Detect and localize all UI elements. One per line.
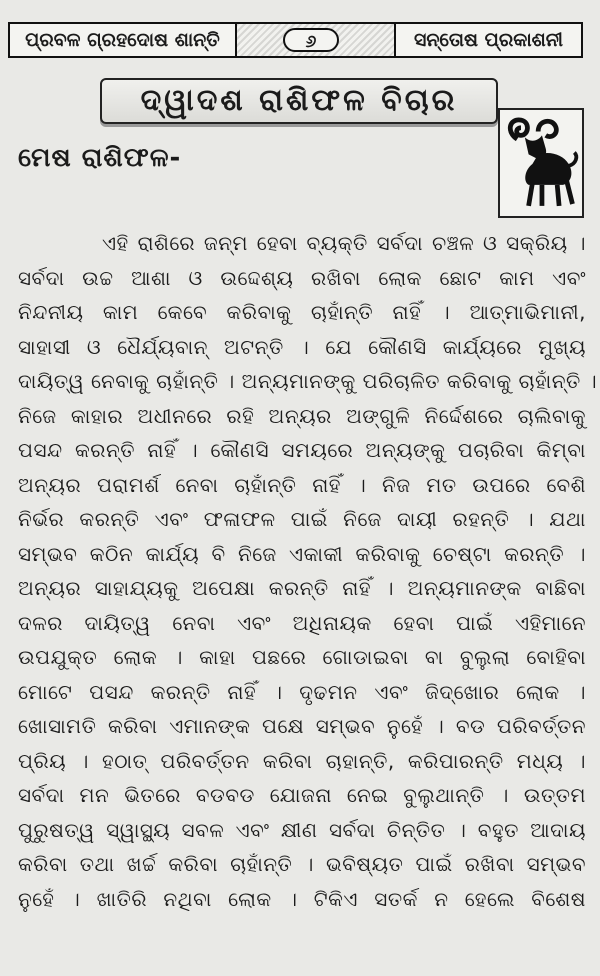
book-title: ପ୍ରବଳ ଗ୍ରହଦୋଷ ଶାନ୍ତି [10, 24, 237, 56]
aries-ram-icon [498, 108, 584, 218]
text-line: ସର୍ବଦା ମନ ଭିତରେ ବଡବଡ ଯୋଜନା ନେଇ ବୁଲୁଥାନ୍ତି । ଉତ୍ତମ [18, 783, 586, 807]
publisher-name: ସନ୍ତୋଷ ପ୍ରକାଶନୀ [394, 24, 581, 56]
text-line: ଏହି ରାଶିରେ ଜନ୍ମ ହେବା ବ୍ୟକ୍ତି ସର୍ବଦା ଚଞ୍ଚଳ ଓ ସକ୍ରିୟ । [102, 231, 586, 255]
text-line: ସର୍ବଦା ଉଚ୍ଚ ଆଶା ଓ ଉଦ୍ଦେଶ୍ୟ ରଖିବା ଲୋକ ଛୋଟ କାମ ଏବଂ [18, 265, 586, 290]
text-line: ନୁହେଁ । ଖାତିରି ନଥିବା ଲୋକ । ଟିକିଏ ସତର୍କ ନ ହେଲେ ବିଶେଷ [18, 886, 586, 911]
text-line: ଅନ୍ୟର ପରାମର୍ଶ ନେବା ଚାହାଁନ୍ତି ନାହିଁ । ନିଜ ମତ ଉପରେ ବେଶି [18, 472, 586, 497]
text-line: ଅନ୍ୟର ସାହାଯ୍ୟକୁ ଅପେକ୍ଷା କରନ୍ତି ନାହିଁ । ଅନ୍ୟମାନଙ୍କ ବାଛିବା [18, 576, 586, 600]
body-text [18, 226, 598, 916]
text-line: ସମ୍ଭବ କଠିନ କାର୍ଯ୍ୟ ବି ନିଜେ ଏକାକୀ କରିବାକୁ ଚେଷ୍ଟା କରନ୍ତି । [18, 541, 586, 566]
text-line: ଉପଯୁକ୍ତ ଲୋକ । କାହା ପଛରେ ଗୋଡାଇବା ବା ବୁଲୁଲା ବୋହିବା [18, 645, 586, 669]
text-line: ପ୍ରିୟ । ହଠାତ୍ ପରିବର୍ତ୍ତନ କରିବା ଚାହାନ୍ତି, କରିପାରନ୍ତି ମଧ୍ୟ । [18, 748, 586, 773]
text-line: ପୁରୁଷତ୍ୱ ସ୍ୱାସ୍ଥ୍ୟ ସବଳ ଏବଂ କ୍ଷୀଣ ସର୍ବଦା ଚିନ୍ତିତ । ବହୁତ ଆଦାୟ [18, 817, 586, 842]
chapter-title: ଦ୍ୱାଦଶ ରାଶିଫଳ ବିଚାର [100, 78, 498, 124]
text-line: ମୋଟେ ପସନ୍ଦ କରନ୍ତି ନାହିଁ । ଦୃଢମନ ଏବଂ ଜିଦ୍‌ଖୋର ଲୋକ । [18, 679, 586, 704]
text-line: କରିବା ତଥା ଖର୍ଚ୍ଚ କରିବା ଚାହାଁନ୍ତି । ଭବିଷ୍ୟତ ପାଇଁ ରଖିବା ସମ୍ଭବ [18, 852, 586, 876]
text-line: ନିଜେ କାହାର ଅଧୀନରେ ରହି ଅନ୍ୟର ଅଙ୍ଗୁଳି ନିର୍ଦ୍ଦେଶରେ ଚାଲିବାକୁ [18, 403, 586, 428]
text-line: ଦାୟିତ୍ୱ ନେବାକୁ ଚାହାଁନ୍ତି । ଅନ୍ୟମାନଙ୍କୁ ପରିଚାଳିତ କରିବାକୁ ଚାହାଁନ୍ତି । [18, 369, 598, 393]
section-heading: ମେଷ ରାଶିଫଳ- [18, 143, 182, 173]
text-line: ନିର୍ଭର କରନ୍ତି ଏବଂ ଫଳାଫଳ ପାଇଁ ନିଜେ ଦାୟୀ ରହନ୍ତି । ଯଥା [18, 507, 586, 531]
text-line: ଖୋସାମତି କରିବା ଏମାନଙ୍କ ପକ୍ଷେ ସମ୍ଭବ ନୁହେଁ । ବଡ ପରିବର୍ତ୍ତନ [18, 714, 586, 738]
page-header [8, 22, 583, 58]
page-number: ୬ [283, 28, 339, 52]
text-line: ଦଳର ଦାୟିତ୍ୱ ନେବା ଏବଂ ଅଧିନାୟକ ହେବା ପାଇଁ ଏହିମାନେ [18, 610, 586, 635]
text-line: ସାହାସୀ ଓ ଧୈର୍ଯ୍ୟବାନ୍ ଅଟନ୍ତି । ଯେ କୌଣସି କାର୍ଯ୍ୟରେ ମୁଖ୍ୟ [18, 334, 586, 359]
text-line: ପସନ୍ଦ କରନ୍ତି ନାହିଁ । କୌଣସି ସମୟରେ ଅନ୍ୟଙ୍କୁ ପଚାରିବା କିମ୍ବା [18, 438, 586, 462]
text-line: ନିନ୍ଦନୀୟ କାମ କେବେ କରିବାକୁ ଚାହାଁନ୍ତି ନାହିଁ । ଆତ୍ମାଭିମାନୀ, [18, 300, 586, 324]
